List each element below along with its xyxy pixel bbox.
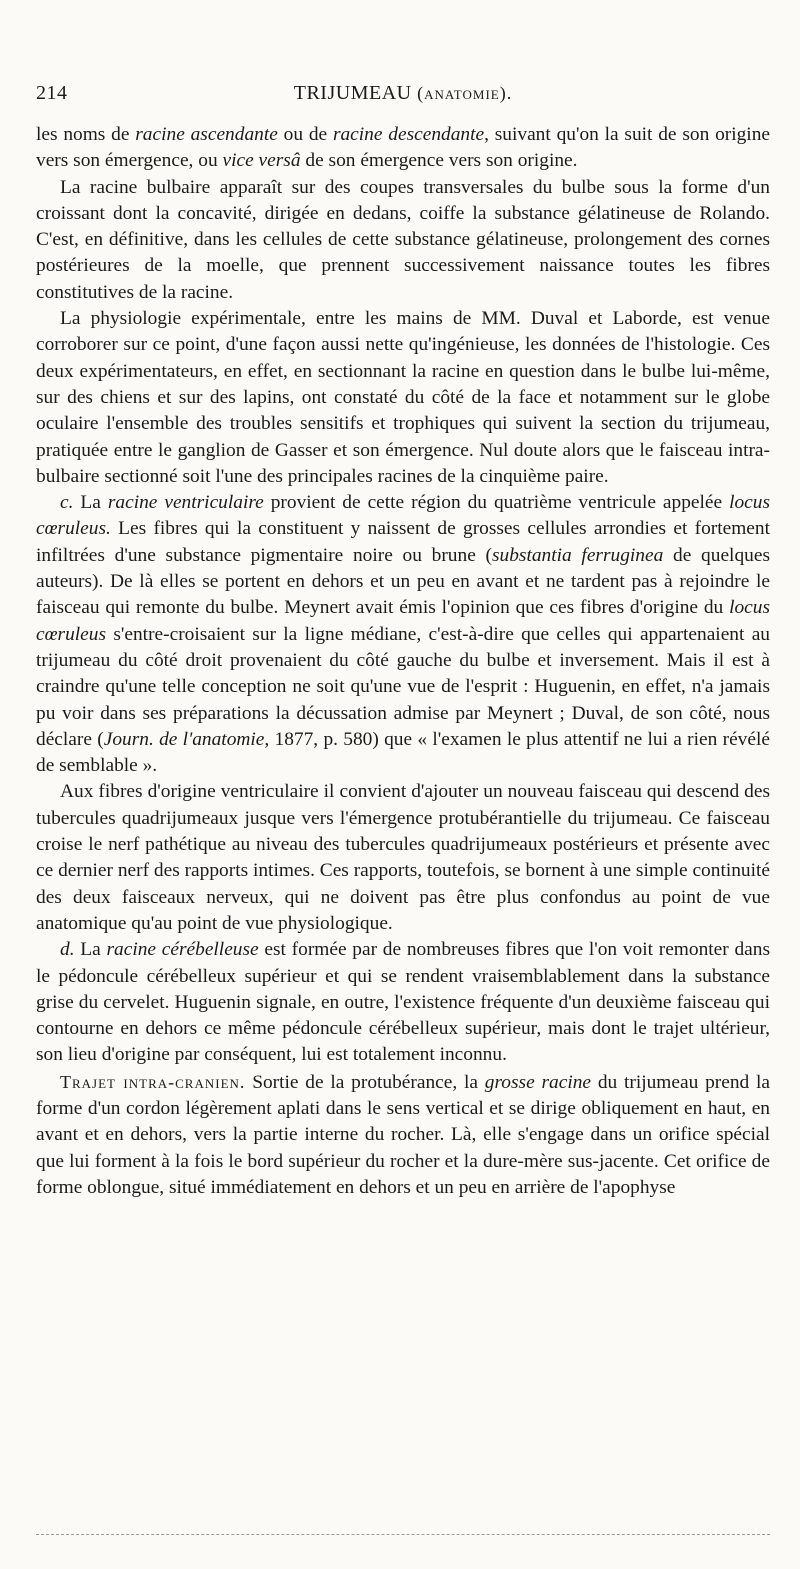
page-number: 214 xyxy=(36,82,68,104)
paragraph-racine-cerebelleuse: d. La racine cérébelleuse est formée par de nombreuses fibres que l'on voit remonter dans le pédoncule cérébelleux supérieur et qui se rendent vraisemblablement dans la substance grise du cervelet. Huguenin signale, en outre, l'existence fréquente d'un deuxième faisceau qui contourne en dehors ce même pédoncule cérébelleux supérieur, mais dont le trajet ultérieur, son lieu d'origine par conséquent, lui est totalement inconnu. xyxy=(36,939,771,1066)
footer-dashed-rule xyxy=(36,1534,770,1535)
section-heading: Trajet intra-cranien. xyxy=(60,1071,246,1092)
running-title xyxy=(36,82,770,105)
paragraph-faisceau-quadrijumeaux: Aux fibres d'origine ventriculaire il convient d'ajouter un nouveau faisceau qui descend des tubercules quadrijumeaux jusque vers l'émergence protubérantielle du trijumeau. Ce faisceau croise le nerf pathétique au niveau des tubercules quadrijumeaux postérieurs et présente avec ce dernier nerf des rapports intimes. Ces rapports, toutefois, se bornent à une simple continuité des deux faisceaux nerveux, qui ne doivent pas être plus confondus au point de vue anatomique qu'au point de vue physiologique. xyxy=(36,781,770,934)
paragraph-trajet-intra-cranien: Trajet intra-cranien. Sortie de la protubérance, la grosse racine du trijumeau prend la forme d'un cordon légèrement aplati dans le sens vertical et se dirige obliquement en haut, en avant et en dehors, vers la partie interne du rocher. Là, elle s'engage dans un orifice spécial que lui forment à la fois le bord supérieur du rocher et la dure-mère sus-jacente. Cet orifice de forme oblongue, situé immédiatement en dehors et un peu en arrière de l'apophyse xyxy=(36,1071,771,1198)
paragraph-racine-ventriculaire: c. La racine ventriculaire provient de cette région du quatrième ventricule appelée locus cœruleus. Les fibres qui la constituent y naissent de grosses cellules arrondies et fortement infiltrées d'une substance pigmentaire noire ou brune (substantia ferruginea de quelques auteurs). De là elles se portent en dehors et un peu en avant et ne tardent pas à rejoindre le faisceau qui remonte du bulbe. Meynert avait émis l'opinion que ces fibres d'origine du locus cœruleus s'entre-croisaient sur la ligne médiane, c'est-à-dire que celles qui appartenaient au trijumeau du côté droit provenaient du côté gauche du bulbe et inversement. Mais il est à craindre qu'une telle conception ne soit qu'une vue de l'esprit : Huguenin, en effet, n'a jamais pu voir dans ses préparations la décussation admise par Meynert ; Duval, de son côté, nous déclare (Journ. de l'anatomie, 1877, p. 580) que « l'examen le plus attentif ne lui a rien révélé de semblable ». xyxy=(36,492,771,777)
running-title-sub: (anatomie). xyxy=(417,83,513,103)
paragraph-continuation: les noms de racine ascendante ou de racine descendante, suivant qu'on la suit de son origine vers son émergence, ou vice versâ de son émergence vers son origine. xyxy=(36,124,770,172)
item-label: c. xyxy=(60,492,74,514)
running-title-main: TRIJUMEAU xyxy=(293,82,412,104)
paragraph-physiologie: La physiologie expérimentale, entre les mains de MM. Duval et Laborde, est venue corroborer sur ce point, d'une façon aussi nette qu'ingénieuse, les données de l'histologie. Ces deux expérimentateurs, en effet, en sectionnant la racine en question dans le bulbe lui-même, sur des chiens et sur des lapins, ont constaté du côté de la face et notamment sur le globe oculaire l'ensemble des troubles sensitifs et trophiques qui suivent la section du trijumeau, pratiquée entre le ganglion de Gasser et son émergence. Nul doute alors que le faisceau intra-bulbaire sectionné soit l'une des principales racines de la cinquième paire. xyxy=(36,308,770,487)
paragraph-racine-bulbaire: La racine bulbaire apparaît sur des coupes transversales du bulbe sous la forme d'un croissant dont la concavité, dirigée en dedans, coiffe la substance gélatineuse de Rolando. C'est, en définitive, dans les cellules de cette substance gélatineuse, prolongement des cornes postérieures de la moelle, que prennent successivement naissance toutes les fibres constitutives de la racine. xyxy=(36,176,770,303)
body-text xyxy=(36,122,770,1201)
running-header xyxy=(36,82,770,116)
item-label: d. xyxy=(60,939,75,961)
